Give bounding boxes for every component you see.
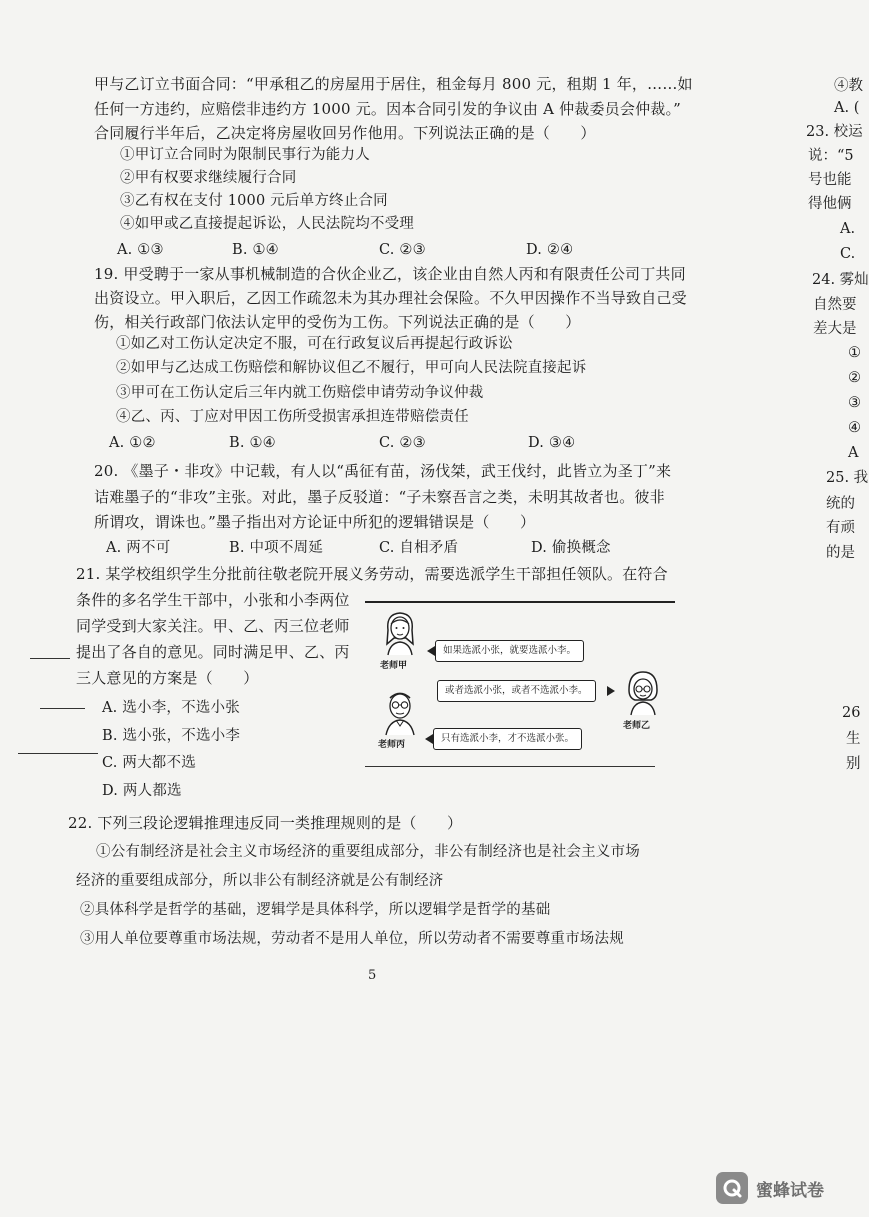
q22-item-2: ②具体科学是哲学的基础，逻辑学是具体科学，所以逻辑学是哲学的基础 (80, 902, 551, 918)
bee-logo-icon (716, 1172, 748, 1204)
q20-line1: 20. 《墨子・非攻》中记载，有人以“禹征有苗，汤伐桀，武王伐纣，此皆立为圣丁”来 (94, 462, 672, 480)
right-col-text: 自然要 (813, 297, 857, 313)
right-col-text: ④教 (834, 78, 863, 94)
q20-line3: 所谓攻，谓诛也。”墨子指出对方论证中所犯的逻辑错误是（ ） (94, 513, 536, 531)
q21-option-c: C. 两大都不选 (102, 755, 196, 771)
speech-bubble-jia: 如果选派小张，就要选派小李。 (435, 640, 584, 662)
teacher-yi-icon (623, 668, 663, 716)
right-col-text: 统的 (826, 496, 855, 512)
q19-option-d: D. ③④ (528, 435, 576, 451)
bubble-tail (427, 646, 435, 656)
page-number: 5 (368, 968, 377, 983)
right-col-text: ② (848, 370, 861, 386)
right-col-text: 26 (842, 705, 861, 721)
q18-option-d: D. ②④ (526, 242, 574, 258)
figure-bottom-rule (365, 766, 655, 767)
q22-item-1-cont: 经济的重要组成部分，所以非公有制经济就是公有制经济 (76, 873, 444, 889)
watermark (716, 1172, 846, 1204)
right-col-text: C. (840, 246, 856, 262)
q18-option-b: B. ①④ (232, 242, 279, 258)
q20-option-d: D. 偷换概念 (531, 540, 611, 556)
q21-line4: 提出了各自的意见。同时满足甲、乙、丙 (76, 643, 350, 661)
speech-bubble-bing: 只有选派小李，才不选派小张。 (433, 728, 582, 750)
bubble-tail (425, 734, 433, 744)
right-col-text: 别 (846, 756, 861, 772)
teacher-bing-label: 老师丙 (378, 740, 406, 750)
q21-option-d: D. 两人都选 (102, 783, 182, 799)
q19-item-3: ③甲可在工伤认定后三年内就工伤赔偿申请劳动争议仲裁 (116, 385, 484, 401)
q18-line1: 甲与乙订立书面合同：“甲承租乙的房屋用于居住，租金每月 800 元，租期 1 年，……如 (94, 75, 693, 93)
q18-option-c: C. ②③ (379, 242, 426, 258)
q18-item-2: ②甲有权要求继续履行合同 (120, 170, 297, 186)
q18-item-1: ①甲订立合同时为限制民事行为能力人 (120, 147, 370, 163)
right-col-text: A. ( (834, 100, 860, 116)
q21-option-a: A. 选小李，不选小张 (102, 700, 240, 716)
scan-mark (40, 708, 85, 709)
bubble-tail (607, 686, 615, 696)
q18-item-4: ④如甲或乙直接提起诉讼，人民法院均不受理 (120, 216, 414, 232)
q19-option-c: C. ②③ (379, 435, 426, 451)
q22-item-3: ③用人单位要尊重市场法规，劳动者不是用人单位，所以劳动者不需要尊重市场法规 (80, 931, 624, 947)
q21-line5: 三人意见的方案是（ ） (76, 669, 259, 687)
right-col-text: ① (848, 345, 861, 361)
right-col-text: 有顽 (826, 520, 855, 536)
q20-line2: 诘难墨子的“非攻”主张。对此，墨子反驳道：“子未察吾言之类，未明其故者也。彼非 (94, 488, 665, 506)
right-col-text: 生 (846, 731, 861, 747)
teacher-jia-label: 老师甲 (380, 661, 408, 671)
right-col-text: 25. 我 (826, 470, 869, 486)
right-col-text: 号也能 (808, 172, 852, 188)
q20-option-a: A. 两不可 (106, 540, 171, 556)
q20-option-c: C. 自相矛盾 (379, 540, 459, 556)
q18-line2: 任何一方违约，应赔偿非违约方 1000 元。因本合同引发的争议由 A 仲裁委员会仲裁。” (94, 100, 682, 118)
q19-line3: 伤，相关行政部门依法认定甲的受伤为工伤。下列说法正确的是（ ） (94, 313, 581, 331)
right-col-text: ④ (848, 420, 861, 436)
q21-line3: 同学受到大家关注。甲、乙、丙三位老师 (76, 617, 350, 635)
figure-top-rule (365, 601, 675, 603)
right-col-text: 差大是 (813, 321, 857, 337)
right-col-text: 的是 (826, 545, 855, 561)
q21-option-b: B. 选小张，不选小李 (102, 728, 241, 744)
q20-option-b: B. 中项不周延 (229, 540, 323, 556)
scan-mark (30, 658, 70, 659)
q22-line1: 22. 下列三段论逻辑推理违反同一类推理规则的是（ ） (68, 814, 463, 832)
teacher-yi-label: 老师乙 (623, 721, 651, 731)
q18-item-3: ③乙有权在支付 1000 元后单方终止合同 (120, 193, 388, 209)
scan-mark (18, 753, 98, 754)
q19-line2: 出资设立。甲入职后，乙因工作疏忽未为其办理社会保险。不久甲因操作不当导致自己受 (94, 289, 687, 307)
teacher-bing-icon (380, 686, 420, 736)
right-col-text: 得他俩 (808, 196, 852, 212)
q19-item-1: ①如乙对工伤认定决定不服，可在行政复议后再提起行政诉讼 (116, 336, 513, 352)
right-col-text: 24. 雾灿 (812, 272, 869, 288)
q21-line2: 条件的多名学生干部中，小张和小李两位 (76, 591, 350, 609)
q19-item-2: ②如甲与乙达成工伤赔偿和解协议但乙不履行，甲可向人民法院直接起诉 (116, 360, 587, 376)
watermark-text: 蜜蜂试卷 (756, 1180, 824, 1201)
q19-item-4: ④乙、丙、丁应对甲因工伤所受损害承担连带赔偿责任 (116, 409, 469, 425)
teacher-jia-icon (380, 608, 420, 656)
right-col-text: A (848, 445, 859, 461)
right-col-text: ③ (848, 395, 861, 411)
right-col-text: 说：“5 (808, 148, 854, 164)
q18-option-a: A. ①③ (117, 242, 164, 258)
q21-figure (365, 600, 675, 770)
right-col-text: A. (840, 221, 856, 237)
q21-line1: 21. 某学校组织学生分批前往敬老院开展义务劳动，需要选派学生干部担任领队。在符合 (76, 565, 668, 583)
q19-option-a: A. ①② (109, 435, 156, 451)
q19-option-b: B. ①④ (229, 435, 276, 451)
right-col-text: 23. 校运 (806, 124, 863, 140)
q22-item-1: ①公有制经济是社会主义市场经济的重要组成部分，非公有制经济也是社会主义市场 (96, 844, 640, 860)
speech-bubble-yi: 或者选派小张，或者不选派小李。 (437, 680, 596, 702)
q18-line3: 合同履行半年后，乙决定将房屋收回另作他用。下列说法正确的是（ ） (94, 124, 596, 142)
q19-line1: 19. 甲受聘于一家从事机械制造的合伙企业乙，该企业由自然人丙和有限责任公司丁共同 (94, 265, 686, 283)
